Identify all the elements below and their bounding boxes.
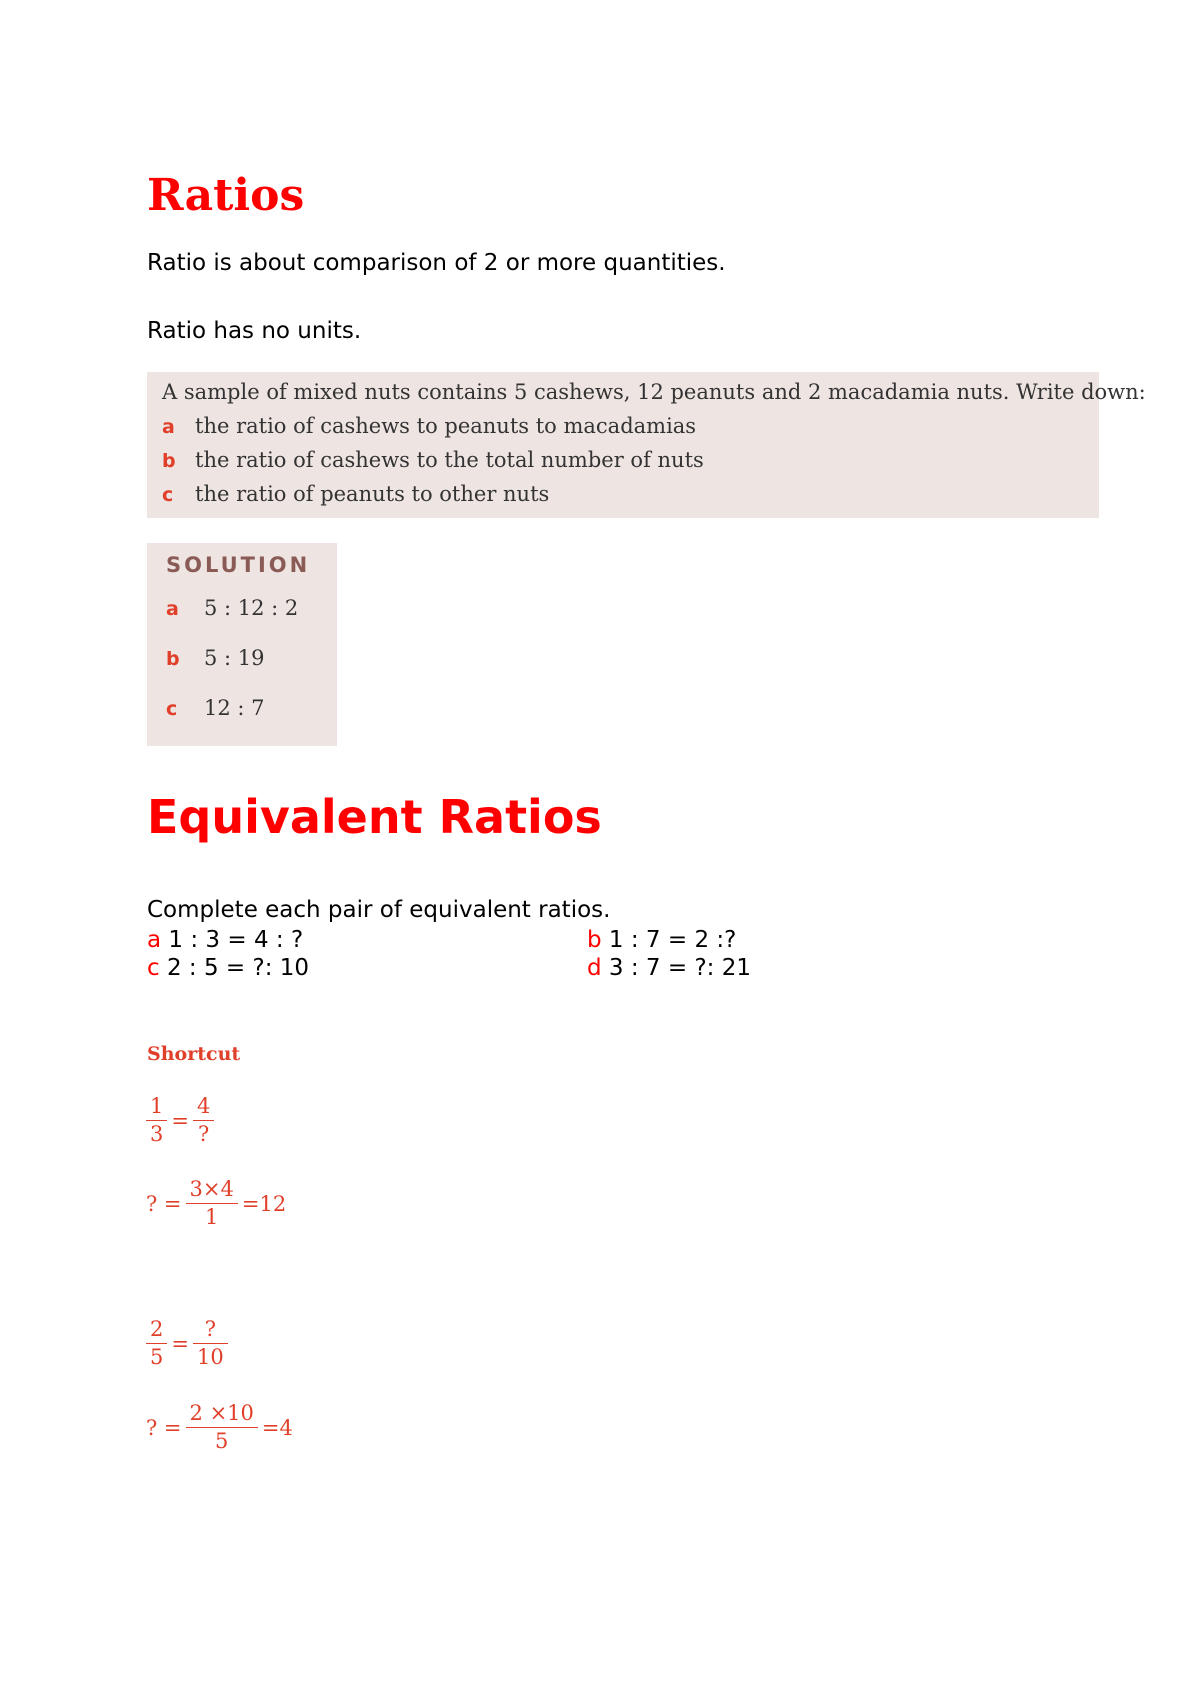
equals-sign: = bbox=[171, 1108, 189, 1133]
denominator: 10 bbox=[196, 1345, 224, 1370]
exercise-text: 1 : 3 = 4 : ? bbox=[161, 927, 304, 953]
denominator: 5 bbox=[150, 1345, 164, 1370]
solution-title: SOLUTION bbox=[166, 553, 311, 577]
equation-4 bbox=[146, 1400, 293, 1456]
item-text: the ratio of cashews to peanuts to macadamias bbox=[195, 414, 697, 438]
heading-equivalent-ratios: Equivalent Ratios bbox=[147, 790, 602, 844]
equals-sign: = bbox=[171, 1331, 189, 1356]
equation-1 bbox=[146, 1093, 214, 1149]
item-label: b bbox=[162, 450, 176, 472]
solution-label: b bbox=[166, 648, 180, 670]
fraction bbox=[193, 1093, 214, 1149]
rhs: =4 bbox=[261, 1415, 293, 1440]
example-question: A sample of mixed nuts contains 5 cashews, 12 peanuts and 2 macadamia nuts. Write down: bbox=[162, 380, 1146, 404]
ratio-definition: Ratio is about comparison of 2 or more quantities. bbox=[147, 250, 726, 276]
fraction bbox=[193, 1316, 228, 1372]
solution-row bbox=[166, 646, 265, 670]
numerator: 2 ×10 bbox=[186, 1400, 258, 1428]
fraction bbox=[146, 1093, 167, 1149]
numerator: 4 bbox=[193, 1093, 214, 1121]
example-item bbox=[162, 414, 696, 438]
exercise-label: a bbox=[147, 927, 162, 953]
exercise-label: b bbox=[587, 927, 602, 953]
exercise-instruction: Complete each pair of equivalent ratios. bbox=[147, 897, 611, 923]
item-label: a bbox=[162, 416, 175, 438]
shortcut-heading: Shortcut bbox=[147, 1043, 241, 1065]
solution-label: c bbox=[166, 698, 178, 720]
fraction bbox=[186, 1176, 238, 1232]
exercise-a bbox=[147, 927, 303, 955]
example-item bbox=[162, 448, 704, 472]
lhs: ? = bbox=[146, 1191, 182, 1216]
solution-label: a bbox=[166, 598, 179, 620]
denominator: 3 bbox=[150, 1122, 164, 1147]
solution-value: 12 : 7 bbox=[204, 696, 265, 720]
example-item bbox=[162, 482, 549, 506]
exercise-text: 1 : 7 = 2 :? bbox=[601, 927, 737, 953]
solution-value: 5 : 12 : 2 bbox=[204, 596, 299, 620]
equation-2 bbox=[146, 1176, 286, 1232]
item-text: the ratio of peanuts to other nuts bbox=[195, 482, 550, 506]
solution-row bbox=[166, 696, 265, 720]
denominator: ? bbox=[198, 1122, 210, 1147]
exercise-label: c bbox=[147, 955, 160, 981]
numerator: 3×4 bbox=[186, 1176, 238, 1204]
exercise-text: 2 : 5 = ?: 10 bbox=[159, 955, 310, 981]
item-text: the ratio of cashews to the total number of nuts bbox=[195, 448, 704, 472]
numerator: ? bbox=[193, 1316, 228, 1344]
item-label: c bbox=[162, 484, 174, 506]
heading-ratios: Ratios bbox=[147, 170, 305, 221]
solution-box bbox=[147, 543, 337, 746]
fraction bbox=[186, 1400, 258, 1456]
fraction bbox=[146, 1316, 167, 1372]
numerator: 1 bbox=[146, 1093, 167, 1121]
exercise-c bbox=[147, 955, 309, 983]
solution-value: 5 : 19 bbox=[204, 646, 265, 670]
numerator: 2 bbox=[146, 1316, 167, 1344]
example-box bbox=[147, 372, 1146, 518]
lhs: ? = bbox=[146, 1415, 182, 1440]
exercise-text: 3 : 7 = ?: 21 bbox=[601, 955, 751, 981]
ratio-units-note: Ratio has no units. bbox=[147, 318, 362, 344]
exercise-label: d bbox=[587, 955, 602, 981]
denominator: 1 bbox=[205, 1205, 219, 1230]
solution-row bbox=[166, 596, 298, 620]
exercise-b bbox=[587, 927, 736, 955]
rhs: =12 bbox=[241, 1191, 287, 1216]
denominator: 5 bbox=[215, 1429, 229, 1454]
exercise-d bbox=[587, 955, 751, 983]
equation-3 bbox=[146, 1316, 228, 1372]
